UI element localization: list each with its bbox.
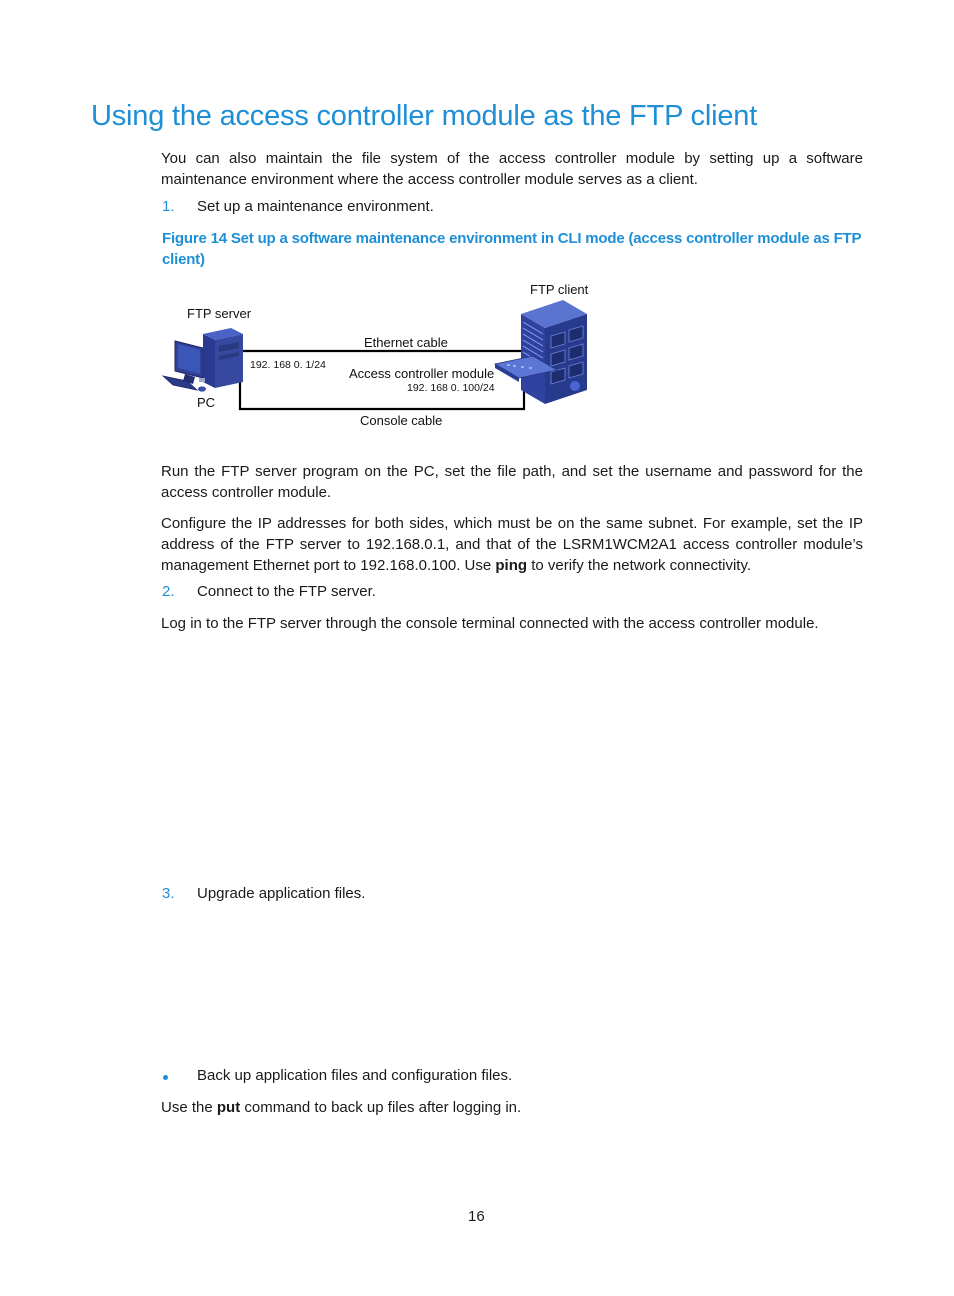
figure-caption: Figure 14 Set up a software maintenance environment in CLI mode (access controller module as FTP client)	[162, 230, 862, 268]
ping-command: ping	[495, 557, 528, 574]
pc-label: PC	[197, 395, 216, 410]
bullet-item-text: Back up application files and configuration files.	[197, 1067, 513, 1084]
step-number: 3.	[162, 885, 175, 902]
login-paragraph: Log in to the FTP server through the console terminal connected with the access controller module.	[161, 615, 819, 632]
step-3-text: Upgrade application files.	[197, 885, 366, 902]
step-number: 2.	[162, 583, 175, 600]
bullet-dot	[163, 1075, 168, 1080]
acm-ip-label: 192. 168 0. 100/24	[407, 382, 495, 394]
step-3	[162, 885, 175, 903]
step-number: 1.	[162, 198, 175, 215]
section-heading: Using the access controller module as the FTP client	[91, 100, 758, 132]
network-diagram	[155, 278, 615, 438]
pc-icon	[163, 328, 243, 392]
ftp-server-label: FTP server	[187, 306, 252, 321]
configure-ip-paragraph: Configure the IP addresses for both sides, which must be on the same subnet. For example, set the IP address of the FTP server to 192.168.0.1, and that of the LSRM1WCM2A1 access controller module’s management Ethernet port to 192.168.0.100. Use ping to verify the network connectivity.	[161, 515, 863, 574]
ftp-client-label: FTP client	[530, 282, 589, 297]
step-1	[162, 198, 175, 216]
step-2-text: Connect to the FTP server.	[197, 583, 376, 600]
access-controller-module-label: Access controller module	[349, 366, 495, 381]
put-paragraph: Use the put command to back up files after logging in.	[161, 1099, 522, 1116]
step-1-text: Set up a maintenance environment.	[197, 198, 434, 215]
run-ftp-paragraph: Run the FTP server program on the PC, set the file path, and set the username and password for the access controller module.	[161, 463, 863, 501]
step-2	[162, 583, 175, 601]
pc-ip-label: 192. 168 0. 1/24	[250, 359, 326, 371]
put-command: put	[216, 1099, 241, 1116]
console-cable-label: Console cable	[360, 413, 443, 428]
ethernet-cable-label: Ethernet cable	[364, 335, 448, 350]
intro-paragraph: You can also maintain the file system of the access controller module by setting up a software maintenance environment where the access controller module serves as a client.	[161, 150, 863, 188]
page-number: 16	[468, 1208, 485, 1225]
